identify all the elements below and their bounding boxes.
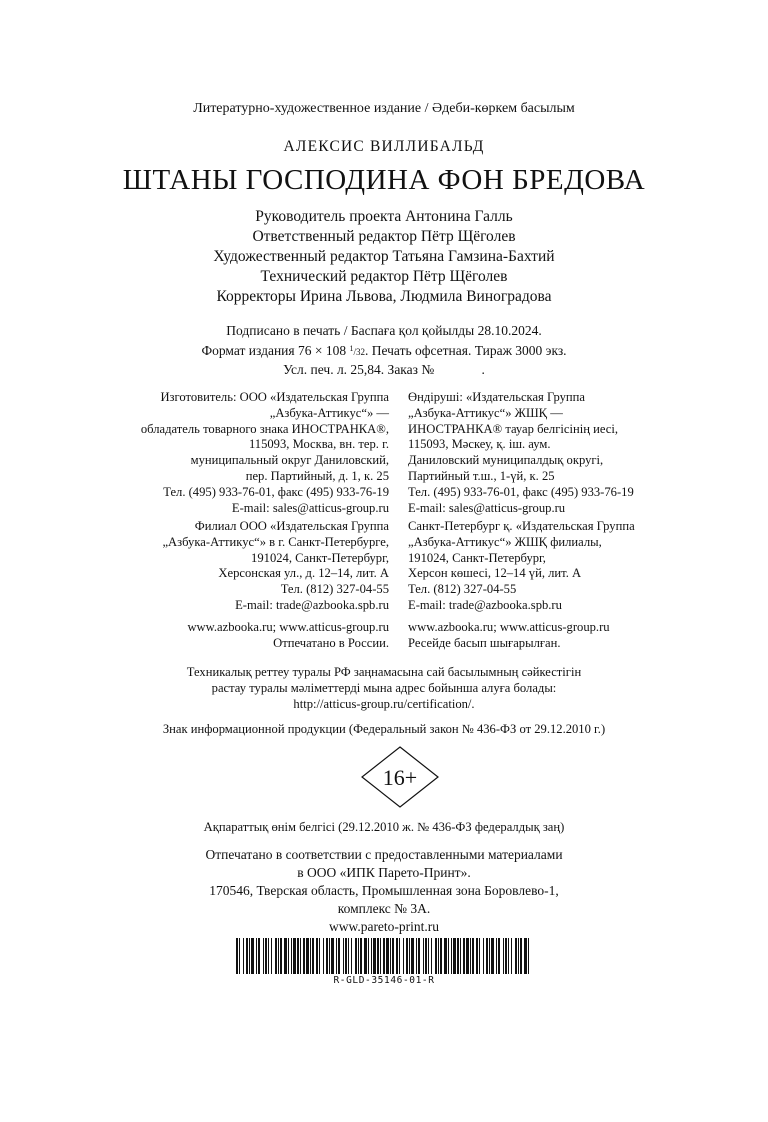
- barcode-bar: [511, 938, 512, 974]
- web-ru-line: Отпечатано в России.: [273, 635, 389, 650]
- manufacturer-kz-line: Даниловский муниципалдық округі,: [408, 453, 604, 468]
- manufacturer-kz-line: E-mail: sales@atticus-group.ru: [408, 500, 566, 515]
- barcode-bar: [399, 938, 400, 974]
- branch-ru-line: Филиал ООО «Издательская Группа: [194, 519, 389, 533]
- barcode-bar: [265, 938, 267, 974]
- barcode-bar: [451, 938, 452, 974]
- barcode-bar: [256, 938, 257, 974]
- manufacturer-ru-line: обладатель товарного знака ИНОСТРАНКА®,: [140, 421, 389, 436]
- staff-credits: [0, 207, 768, 307]
- barcode-bar: [239, 938, 240, 974]
- web-kz: [408, 620, 610, 652]
- manufacturer-ru-line: муниципальный округ Даниловский,: [190, 453, 389, 468]
- barcode-bar: [453, 938, 456, 974]
- manufacturer-kz-line: ИНОСТРАНКА® тауар белгісінің иесі,: [408, 421, 618, 436]
- barcode-bar: [303, 938, 305, 974]
- manufacturer-kz-line: Өндіруші: «Издательская Группа: [408, 390, 585, 404]
- barcode-bar: [338, 938, 340, 974]
- barcode-bar: [268, 938, 269, 974]
- print-info-line: в ООО «ИПК Парето-Принт».: [297, 865, 471, 880]
- barcode-bar: [236, 938, 238, 974]
- print-info-line: 170546, Тверская область, Промышленная зона Боровлево-1,: [209, 883, 559, 898]
- staff-line: Руководитель проекта Антонина Галль: [255, 208, 513, 225]
- barcode-bar: [416, 938, 417, 974]
- sheets-line: Усл. печ. л. 25,84. Заказ № .: [283, 362, 485, 377]
- barcode-bar: [246, 938, 248, 974]
- web-kz-line: www.azbooka.ru; www.atticus-group.ru: [408, 620, 610, 634]
- barcode-bar: [489, 938, 490, 974]
- format-line: [0, 340, 768, 361]
- barcode-bar: [409, 938, 410, 974]
- barcode-bar: [280, 938, 282, 974]
- barcode-bar: [390, 938, 391, 974]
- web-kz-line: Ресейде басып шығарылған.: [408, 635, 561, 650]
- barcode-bar: [508, 938, 509, 974]
- barcode-bar: [520, 938, 522, 974]
- barcode-bar: [476, 938, 478, 974]
- signed-line: Подписано в печать / Баспаға қол қойылды 28.10.2024.: [226, 323, 542, 338]
- branch-ru-line: Херсонская ул., д. 12–14, лит. А: [218, 566, 389, 581]
- tech-regulation-line: Техникалық реттеу туралы РФ заңнамасына сай басылымның сәйкестігін: [186, 665, 582, 679]
- branch-kz-line: Тел. (812) 327-04-55: [408, 582, 517, 597]
- barcode-text: R-GLD-35146-01-R: [333, 975, 435, 986]
- barcode-bar: [293, 938, 296, 974]
- branch-kz: [408, 519, 635, 614]
- barcode-bar: [310, 938, 311, 974]
- barcode-bar: [336, 938, 337, 974]
- book-title: ШТАНЫ ГОСПОДИНА ФОН БРЕДОВА: [122, 164, 646, 196]
- barcode-bar: [496, 938, 497, 974]
- manufacturer-ru-line: E-mail: sales@atticus-group.ru: [231, 500, 389, 515]
- branch-ru: [162, 519, 389, 614]
- barcode-bar: [411, 938, 414, 974]
- format-suffix: . Печать офсетная. Тираж 3000 экз.: [364, 343, 567, 358]
- barcode-bar: [343, 938, 344, 974]
- barcode-bar: [524, 938, 527, 974]
- manufacturer-kz-line: Тел. (495) 933-76-01, факс (495) 933-76-19: [408, 484, 634, 499]
- barcode-bar: [288, 938, 289, 974]
- barcode-bar: [275, 938, 277, 974]
- manufacturer-ru-line: 115093, Москва, вн. тер. г.: [248, 437, 389, 452]
- manufacturer-ru-line: Изготовитель: ООО «Издательская Группа: [160, 390, 389, 404]
- staff-line: Технический редактор Пётр Щёголев: [260, 268, 508, 285]
- barcode-bar: [371, 938, 372, 974]
- staff-line: Художественный редактор Татьяна Гамзина-Бахтий: [213, 248, 555, 265]
- tech-regulation-line: растау туралы мәліметтерді мына адрес бойынша алуға болады:: [211, 681, 557, 695]
- barcode-bar: [243, 938, 244, 974]
- print-info: [0, 846, 768, 936]
- barcode-bar: [515, 938, 517, 974]
- barcode-bar: [380, 938, 381, 974]
- branch-ru-line: „Азбука-Аттикус“» в г. Санкт-Петербурге,: [162, 534, 389, 549]
- barcode-bar: [358, 938, 359, 974]
- barcode-bar: [460, 938, 461, 974]
- barcode-bar: [329, 938, 330, 974]
- barcode-bar: [312, 938, 314, 974]
- barcode-bar: [271, 938, 272, 974]
- barcode-bar: [355, 938, 357, 974]
- branch-ru-line: 191024, Санкт-Петербург,: [251, 550, 389, 565]
- barcode-bar: [364, 938, 367, 974]
- barcode-bar: [331, 938, 334, 974]
- barcode-bar: [396, 938, 398, 974]
- barcode-bar: [470, 938, 471, 974]
- barcode-bar: [457, 938, 459, 974]
- barcode-bar: [360, 938, 362, 974]
- barcode-bar: [491, 938, 494, 974]
- barcode-bar: [406, 938, 408, 974]
- barcode-bar: [463, 938, 465, 974]
- barcode-bar: [423, 938, 424, 974]
- barcode: [236, 938, 530, 974]
- barcode-bar: [425, 938, 427, 974]
- barcode-bar: [316, 938, 318, 974]
- genre-line: Литературно-художественное издание / Әдеби-көркем басылым: [193, 101, 575, 116]
- manufacturer-kz: [408, 390, 634, 516]
- branch-kz-line: „Азбука-Аттикус“» ЖШҚ филиалы,: [408, 534, 602, 549]
- barcode-bar: [323, 938, 324, 974]
- manufacturer-ru: [141, 390, 389, 516]
- barcode-bar: [392, 938, 394, 974]
- manufacturer-kz-line: „Азбука-Аттикус“» ЖШҚ —: [408, 405, 563, 420]
- format-fraction-num: 1: [349, 344, 354, 353]
- barcode-bar: [483, 938, 484, 974]
- barcode-bar: [326, 938, 328, 974]
- staff-line: Ответственный редактор Пётр Щёголев: [252, 228, 516, 245]
- barcode-bar: [249, 938, 250, 974]
- web-ru: [187, 620, 389, 652]
- barcode-bar: [348, 938, 349, 974]
- manufacturer-kz-line: 115093, Мәскеу, қ. іш. аум.: [408, 437, 551, 452]
- barcode-bar: [428, 938, 429, 974]
- barcode-bar: [373, 938, 376, 974]
- barcode-bar: [466, 938, 469, 974]
- tech-regulation-line: http://atticus-group.ru/certification/.: [293, 697, 475, 711]
- barcode-bar: [438, 938, 439, 974]
- barcode-bar: [306, 938, 309, 974]
- barcode-bar: [403, 938, 404, 974]
- age-rating-caption: Ақпараттық өнім белгісі (29.12.2010 ж. № 436-ФЗ федералдық заң): [203, 820, 565, 834]
- barcode-bar: [278, 938, 279, 974]
- branch-kz-line: E-mail: trade@azbooka.spb.ru: [408, 597, 562, 612]
- barcode-bar: [431, 938, 432, 974]
- barcode-bar: [291, 938, 292, 974]
- barcode-bar: [528, 938, 529, 974]
- manufacturer-ru-line: „Азбука-Аттикус“» —: [269, 405, 389, 420]
- format-fraction-den: /32: [353, 347, 365, 357]
- barcode-bar: [444, 938, 447, 974]
- barcode-bar: [486, 938, 488, 974]
- barcode-bar: [435, 938, 437, 974]
- barcode-bar: [498, 938, 500, 974]
- barcode-bar: [505, 938, 507, 974]
- barcode-bar: [297, 938, 299, 974]
- print-info-line: комплекс № 3А.: [337, 901, 431, 916]
- print-info-line: Отпечатано в соответствии с предоставленными материалами: [205, 847, 563, 862]
- branch-ru-line: E-mail: trade@azbooka.spb.ru: [235, 597, 389, 612]
- age-rating-badge: [361, 746, 439, 808]
- age-rating-text: 16+: [382, 765, 418, 790]
- printing-details: [0, 322, 768, 379]
- barcode-bar: [319, 938, 320, 974]
- barcode-bar: [300, 938, 301, 974]
- branch-kz-line: Санкт-Петербург қ. «Издательская Группа: [408, 519, 635, 533]
- tech-regulation: [0, 664, 768, 712]
- barcode-bar: [351, 938, 352, 974]
- barcode-bar: [518, 938, 519, 974]
- barcode-bar: [479, 938, 480, 974]
- barcode-bar: [284, 938, 287, 974]
- barcode-bar: [418, 938, 420, 974]
- manufacturer-ru-line: Тел. (495) 933-76-01, факс (495) 933-76-19: [163, 484, 389, 499]
- manufacturer-kz-line: Партийный т.ш., 1-үй, к. 25: [408, 468, 555, 483]
- branch-kz-line: Херсон көшесі, 12–14 үй, лит. А: [408, 566, 582, 581]
- barcode-bar: [251, 938, 254, 974]
- barcode-bar: [472, 938, 474, 974]
- staff-line: Корректоры Ирина Львова, Людмила Виноградова: [216, 288, 552, 305]
- print-info-line: www.pareto-print.ru: [328, 919, 440, 934]
- branch-ru-line: Тел. (812) 327-04-55: [280, 582, 389, 597]
- barcode-bar: [503, 938, 504, 974]
- barcode-bar: [368, 938, 369, 974]
- barcode-bar: [448, 938, 449, 974]
- barcode-bar: [383, 938, 385, 974]
- barcode-bar: [440, 938, 442, 974]
- barcode-bar: [263, 938, 264, 974]
- web-ru-line: www.azbooka.ru; www.atticus-group.ru: [187, 620, 389, 634]
- info-sign-caption: Знак информационной продукции (Федеральный закон № 436-ФЗ от 29.12.2010 г.): [162, 722, 606, 736]
- barcode-bar: [258, 938, 260, 974]
- branch-kz-line: 191024, Санкт-Петербург,: [408, 550, 546, 565]
- format-prefix: Формат издания 76 × 108: [201, 343, 350, 358]
- barcode-bar: [345, 938, 347, 974]
- barcode-bar: [377, 938, 379, 974]
- author-name: АЛЕКСИС ВИЛЛИБАЛЬД: [283, 138, 485, 155]
- barcode-bar: [386, 938, 389, 974]
- manufacturer-ru-line: пер. Партийный, д. 1, к. 25: [245, 468, 389, 483]
